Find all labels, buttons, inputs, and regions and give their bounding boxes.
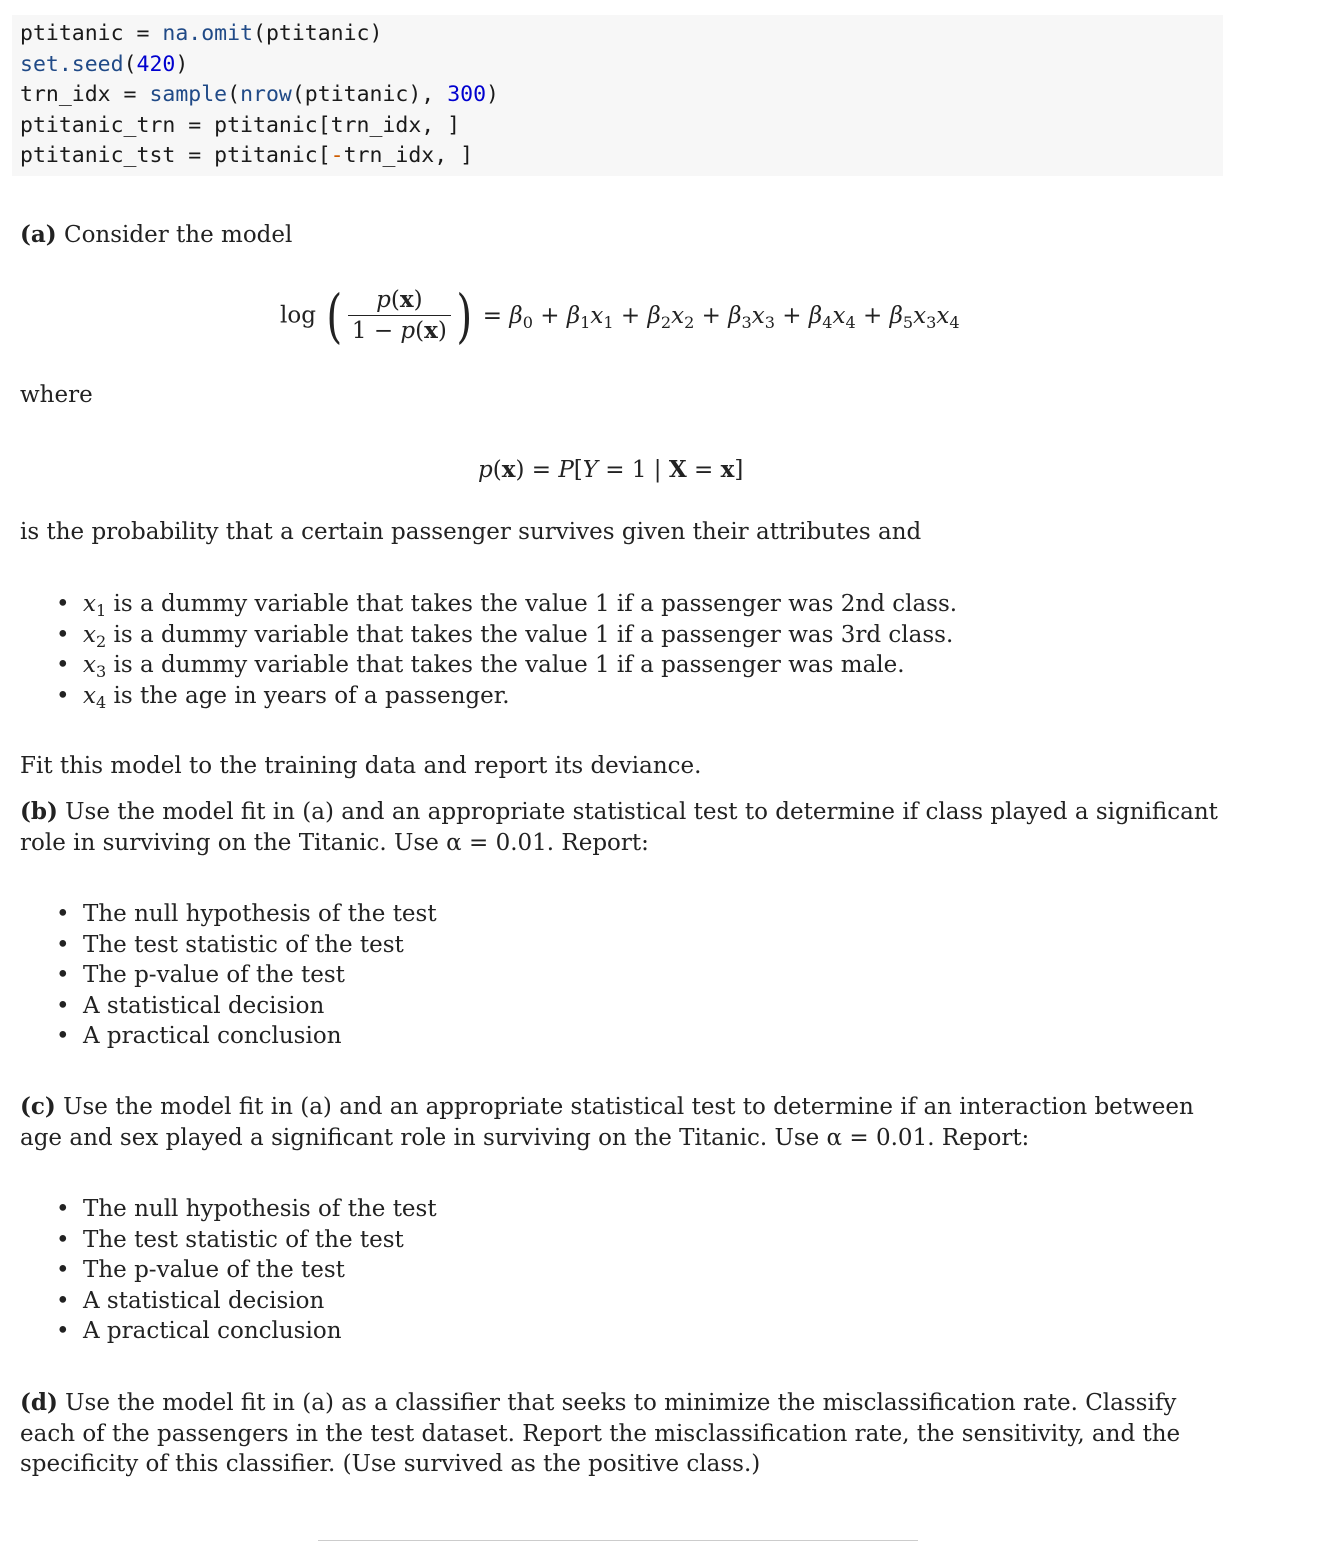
report-item: • The p-value of the test (20, 1255, 437, 1286)
variable-list (20, 589, 957, 711)
variable-description: is the age in years of a passenger. (113, 682, 510, 709)
variable-item (20, 620, 957, 651)
part-b-label: (b) (20, 798, 58, 825)
variable-item (20, 681, 957, 712)
report-item: • A statistical decision (20, 1286, 437, 1317)
part-b-ref: (a) (302, 799, 334, 825)
report-item: • A practical conclusion (20, 1021, 437, 1052)
code-token: 300 (447, 82, 487, 108)
report-item: • The null hypothesis of the test (20, 1194, 437, 1225)
part-c-report-list (20, 1194, 437, 1347)
code-token: na.omit (162, 21, 253, 46)
variable-description: is a dummy variable that takes the value 1 if a passenger was male. (113, 652, 905, 678)
variable-symbol: x (83, 621, 96, 648)
report-item: • A statistical decision (20, 991, 437, 1022)
code-token: (ptitanic), (291, 82, 448, 108)
fit-instruction: Fit this model to the training data and report its deviance. (20, 753, 702, 779)
part-c-text (20, 1092, 1220, 1153)
part-a-intro-text: Consider the model (63, 222, 293, 248)
code-line (20, 80, 1215, 111)
code-line (20, 141, 1215, 172)
report-item: • A practical conclusion (20, 1316, 437, 1347)
part-a-intro (20, 220, 292, 250)
variable-symbol: x (83, 591, 96, 617)
variable-symbol: x (83, 652, 96, 678)
variable-item (20, 589, 957, 620)
code-token: trn_idx = (20, 82, 150, 108)
variable-subscript: 1 (95, 601, 107, 620)
part-d-text-before: Use the model fit in (65, 1390, 295, 1416)
part-b-text-after: and an appropriate statistical test to determine if class played a significant role in surviving on the Titanic. Use α = 0.01. Report: (20, 799, 1218, 856)
part-d-ref: (a) (302, 1390, 334, 1416)
variable-subscript: 2 (95, 631, 107, 651)
code-token: ptitanic_trn = ptitanic[trn_idx, ] (20, 112, 461, 138)
code-token: set.seed (20, 51, 124, 77)
code-token: nrow (240, 82, 292, 108)
code-line (20, 19, 1215, 50)
variable-description: is a dummy variable that takes the value 1 if a passenger was 2nd class. (113, 591, 958, 617)
part-d-text (20, 1388, 1220, 1480)
part-c-label: (c) (20, 1093, 56, 1120)
code-token: ) (486, 82, 499, 108)
part-b-text (20, 797, 1220, 858)
variable-subscript: 3 (95, 662, 107, 681)
part-d-label: (d) (20, 1389, 58, 1416)
part-a-label: (a) (20, 221, 57, 248)
code-token: (ptitanic) (253, 21, 383, 46)
report-item: • The test statistic of the test (20, 1225, 437, 1256)
code-token: sample (149, 82, 228, 108)
where-text: where (20, 382, 93, 408)
variable-symbol: x (83, 682, 96, 709)
code-token: trn_idx, ] (343, 143, 474, 169)
code-token: ( (227, 82, 241, 108)
variable-subscript: 4 (95, 692, 107, 712)
code-token: ptitanic = (20, 21, 163, 46)
code-token: - (330, 143, 344, 169)
variable-description: is a dummy variable that takes the value 1 if a passenger was 3rd class. (113, 621, 954, 648)
logit-equation: log ( $\frac{p(x)}{1 - p(x)}$ ) = $\beta_0 + \beta_1x_1 + \beta_2x_2 + \beta_3x_3 + \beta_4x_4 + \beta_5x_3x_4$ (280, 281, 960, 350)
probability-equation: p(x) = P[Y = 1 | X = x] (478, 456, 744, 483)
code-block (12, 15, 1223, 176)
footer-divider (318, 1540, 918, 1541)
report-item: • The p-value of the test (20, 960, 437, 991)
probability-description: is the probability that a certain passenger survives given their attributes and (20, 519, 922, 545)
code-token: 420 (136, 51, 176, 77)
code-line (20, 111, 1215, 142)
report-item: • The null hypothesis of the test (20, 899, 437, 930)
part-b-text-before: Use the model fit in (65, 799, 295, 825)
code-line (20, 50, 1215, 81)
part-c-text-before: Use the model fit in (63, 1094, 293, 1120)
code-token: ( (123, 51, 137, 77)
code-token: ) (175, 51, 189, 77)
part-c-text-after: and an appropriate statistical test to determine if an interaction between age and sex played a significant role in surviving on the Titanic. Use α = 0.01. Report: (20, 1094, 1194, 1151)
part-b-report-list (20, 899, 437, 1052)
part-d-text-after: as a classifier that seeks to minimize the misclassification rate. Classify each of the passengers in the test dataset. Report the misclassification rate, the sensitivity, and the specificity of this classifier. (Use survived as the positive class.) (20, 1390, 1181, 1477)
code-token: ptitanic_tst = ptitanic[ (20, 143, 331, 169)
report-item: • The test statistic of the test (20, 930, 437, 961)
part-c-ref: (a) (300, 1094, 332, 1120)
variable-item (20, 650, 957, 681)
